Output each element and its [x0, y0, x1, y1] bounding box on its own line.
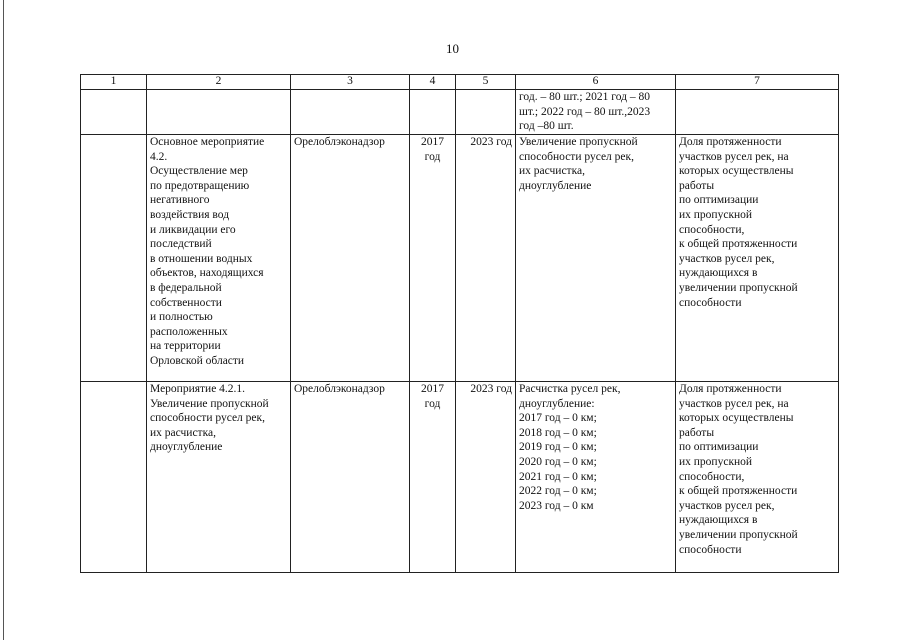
cell-activity: Мероприятие 4.2.1. Увеличение пропускной способности русел рек, их расчистка, дноуглубление	[147, 382, 291, 573]
page-left-edge	[3, 0, 4, 640]
cell-expected-result: Расчистка русел рек, дноуглубление: 2017 год – 0 км; 2018 год – 0 км; 2019 год – 0 км; 2020 год – 0 км; 2021 год – 0 км; 2022 год – 0 км; 2023 год – 0 км	[516, 382, 676, 573]
cell-indicator: Доля протяженности участков русел рек, на которых осуществлены работы по оптимизации их пропускной способности, к общей протяженности участков русел рек, нуждающихся в увеличении пропускной способности	[676, 135, 839, 382]
cell-start-year: 2017 год	[410, 135, 456, 382]
cell-activity: Основное мероприятие 4.2. Осуществление мер по предотвращению негативного воздействия вод и ликвидации его последствий в отношении водных объектов, находящихся в федеральной собственности и полностью расположенных на территории Орловской области	[147, 135, 291, 382]
header-cell: 1	[81, 75, 147, 90]
cell-number	[81, 382, 147, 573]
cell-end-year: 2023 год	[456, 135, 516, 382]
cell-executor: Орелоблэконадзор	[291, 382, 410, 573]
cell-end-year: 2023 год	[456, 382, 516, 573]
cell-indicator: Доля протяженности участков русел рек, на которых осуществлены работы по оптимизации их пропускной способности, к общей протяженности участков русел рек, нуждающихся в увеличении пропускной способности	[676, 382, 839, 573]
cell-end-year	[456, 90, 516, 135]
cell-activity	[147, 90, 291, 135]
cell-indicator	[676, 90, 839, 135]
cell-expected-result: Увеличение пропускной способности русел рек, их расчистка, дноуглубление	[516, 135, 676, 382]
header-cell: 2	[147, 75, 291, 90]
header-cell: 6	[516, 75, 676, 90]
cell-executor: Орелоблэконадзор	[291, 135, 410, 382]
table-row	[81, 90, 839, 135]
cell-number	[81, 90, 147, 135]
header-cell: 7	[676, 75, 839, 90]
cell-number	[81, 135, 147, 382]
header-cell: 4	[410, 75, 456, 90]
cell-start-year	[410, 90, 456, 135]
page-number: 10	[446, 41, 459, 56]
table-row	[81, 135, 839, 382]
header-cell: 5	[456, 75, 516, 90]
cell-executor	[291, 90, 410, 135]
header-cell: 3	[291, 75, 410, 90]
program-table	[80, 74, 839, 573]
cell-expected-result: год. – 80 шт.; 2021 год – 80 шт.; 2022 год – 80 шт.,2023 год –80 шт.	[516, 90, 676, 135]
table-row	[81, 382, 839, 573]
header-row	[81, 75, 839, 90]
cell-start-year: 2017 год	[410, 382, 456, 573]
